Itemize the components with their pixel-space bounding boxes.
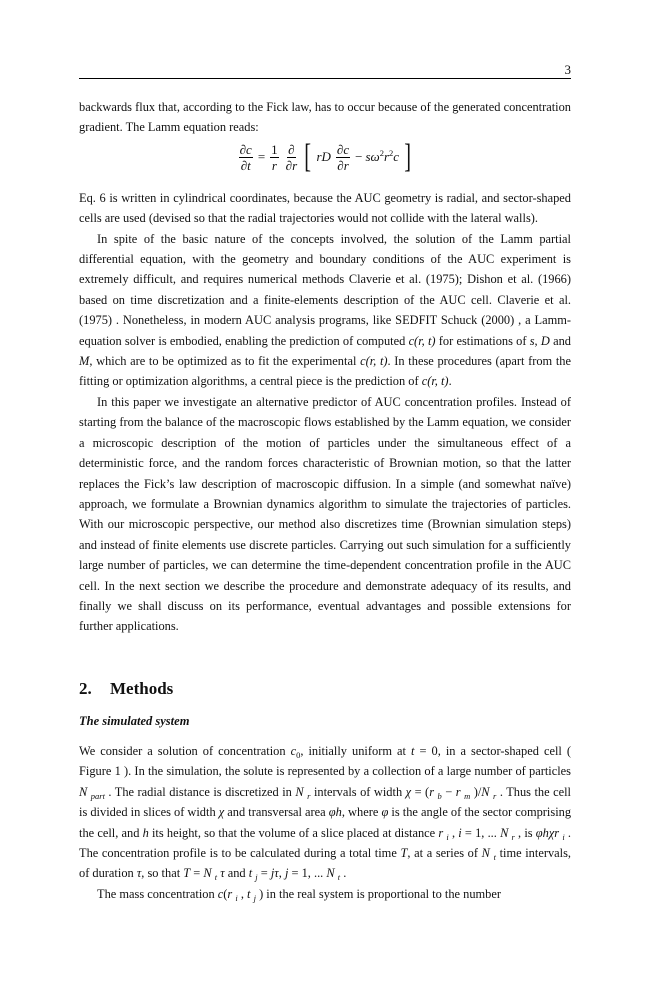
section-heading: 2. Methods: [79, 679, 174, 698]
header-rule: [79, 78, 571, 79]
intro-text: [79, 97, 571, 637]
paragraph-numerical-methods: In spite of the basic nature of the concepts involved, the solution of the Lamm partial differential equation, with the geometry and boundary conditions of the AUC experiment is extremely difficult, and requires numerical methods Claverie et al. (1975); Dishon et al. (1966) based on time discretization and a finite-elements description of the AUC cell. Claverie et al. (1975) . Nonetheless, in modern AUC analysis programs, like SEDFIT Schuck (2000) , a Lamm-equation solver is embodied, enabling the prediction of computed c(r, t) for estimations of s, D and M, which are to be optimized as to fit the experimental c(r, t). In these procedures (apart from the fitting or optimization algorithms, a central piece is the prediction of c(r, t).: [79, 231, 571, 389]
paragraph-cylindrical: Eq. 6 is written in cylindrical coordinates, because the AUC geometry is radial, and sector-shaped cells are used (devised so that the radial trajectories would not collide with the lateral walls).: [79, 190, 571, 226]
paragraph-mass-concentration: The mass concentration c(r $_i$ , t $_j$ ) in the real system is proportional to the number: [97, 886, 501, 903]
paragraph-alternative-predictor: In this paper we investigate an alternative predictor of AUC concentration profiles. Instead of starting from the balance of the macroscopic flows established by the Lamm equation, we consider a microscopic description of the motion of particles under the simultaneous effect of a deterministic force, and the random forces characteristic of Brownian motion, so that the latter replaces the Fick’s law description of macroscopic diffusion. In a simple (and somewhat naïve) approach, we formulate a Brownian dynamics algorithm to simulate the trajectories of particles. With our microscopic perspective, our method also discretizes time (Brownian simulation steps) and instead of finite elements use discrete particles. Carrying out such simulation for a sufficiently large number of particles, we can determine the time-dependent concentration profile in the AUC cell. In the next section we describe the procedure and demonstrate adequacy of its results, and finally we shall discuss on its performance, eventual advantages and possible extensions for further applications.: [79, 394, 571, 634]
lamm-equation: $\frac{\partial c}{\partial t}$ = $\frac{1}{r}$ $\frac{\partial}{\partial r}$ [ rD $\frac{\partial c}{\partial r}$ − $s\omega^2r^2c$ ]: [239, 138, 412, 176]
subsection-heading: The simulated system: [79, 714, 190, 728]
methods-text: [79, 741, 571, 904]
page-number: 3: [564, 62, 571, 77]
paragraph-lamm-intro: backwards flux that, according to the Fick law, has to occur because of the generated concentration gradient. The Lamm equation reads:: [79, 100, 571, 135]
paragraph-simulated-system: We consider a solution of concentration $c_0$, initially uniform at t = 0, in a sector-shaped cell ( Figure 1 ). In the simulation, the solute is represented by a collection of a large number of particles N $_{part}$ . The radial distance is discretized in N $_r$ intervals of width χ = (r $_b$ − r $_m$ )/N $_r$ . Thus the cell is divided in slices of width χ and transversal area φh, where φ is the angle of the sector comprising the cell, and h its height, so that the volume of a slice placed at distance r $_i$ , i = 1, ... N $_r$ , is φhχr $_i$ . The concentration profile is to be calculated during a total time T, at a series of N $_t$ time intervals, of duration τ, so that T = N $_t$ τ and t $_j$ = jτ, j = 1, ... N $_t$ .: [79, 744, 572, 883]
